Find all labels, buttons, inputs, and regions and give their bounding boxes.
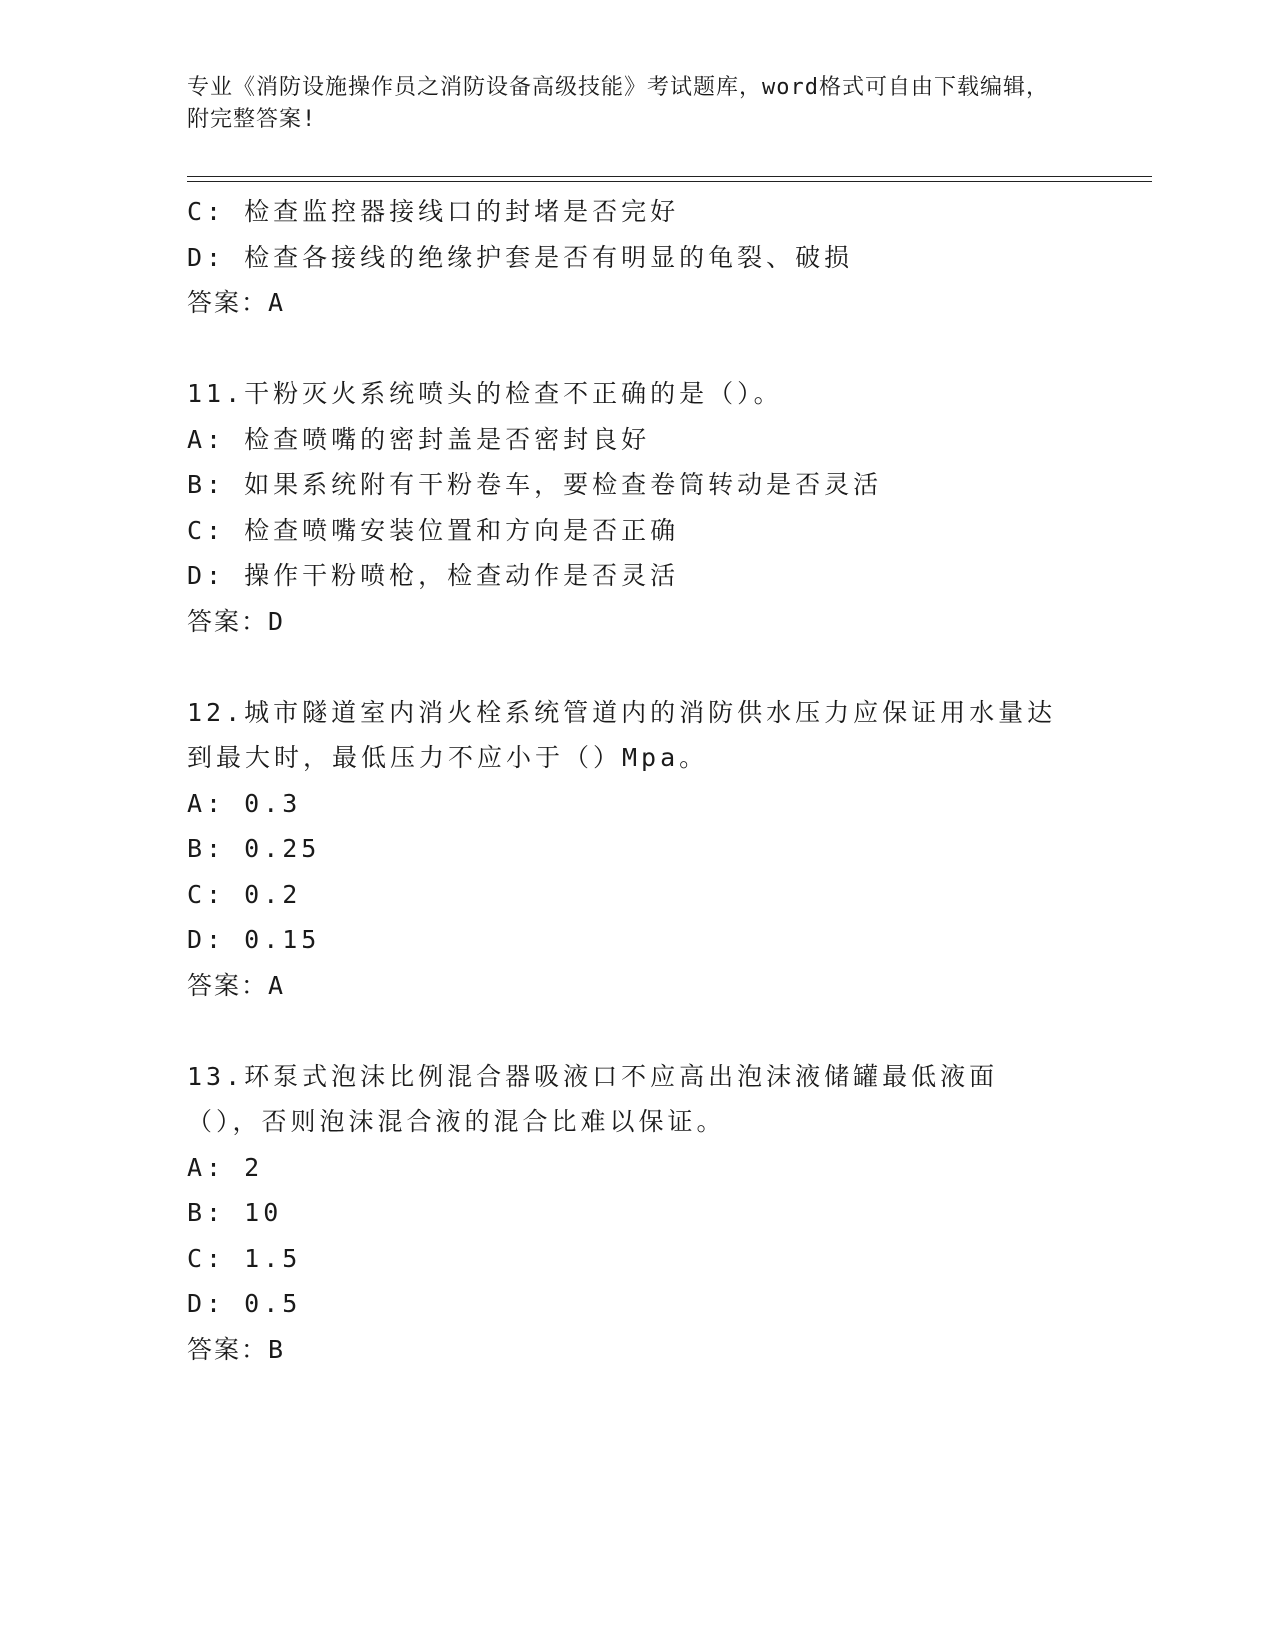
document-header: 专业《消防设施操作员之消防设备高级技能》考试题库，word格式可自由下载编辑，附完整答案! — [187, 75, 1049, 132]
option-a: A: 0.3 — [187, 788, 302, 818]
option-b: B: 如果系统附有干粉卷车，要检查卷筒转动是否灵活 — [187, 470, 883, 499]
option-a: A: 2 — [187, 1152, 264, 1182]
spacer — [187, 1008, 1087, 1054]
option-c: C: 检查监控器接线口的封堵是否完好 — [187, 197, 680, 226]
option-b: B: 10 — [187, 1198, 283, 1227]
spacer — [187, 644, 1087, 690]
option-b: B: 0.25 — [187, 834, 321, 863]
option-a: A: 检查喷嘴的密封盖是否密封良好 — [187, 424, 651, 454]
answer-line: 答案：D — [187, 606, 286, 636]
question-stem: 13.环泵式泡沫比例混合器吸液口不应高出泡沫液储罐最低液面（），否则泡沫混合液的混合比难以保证。 — [187, 1061, 999, 1136]
option-d: D: 0.15 — [187, 925, 321, 954]
option-c: C: 检查喷嘴安装位置和方向是否正确 — [187, 515, 680, 545]
option-d: D: 0.5 — [187, 1289, 302, 1318]
header-divider-bottom — [187, 181, 1152, 182]
option-c: C: 0.2 — [187, 879, 302, 909]
answer-line: 答案：B — [187, 1334, 286, 1364]
header-divider-top — [187, 176, 1152, 177]
option-d: D: 检查各接线的绝缘护套是否有明显的龟裂、破损 — [187, 242, 854, 272]
option-d: D: 操作干粉喷枪，检查动作是否灵活 — [187, 561, 680, 590]
question-stem: 12.城市隧道室内消火栓系统管道内的消防供水压力应保证用水量达到最大时，最低压力不应小于（）Mpa。 — [187, 697, 1057, 772]
option-c: C: 1.5 — [187, 1243, 302, 1273]
answer-line: 答案：A — [187, 288, 286, 317]
answer-line: 答案：A — [187, 970, 286, 1000]
question-content — [187, 189, 1087, 1372]
spacer — [187, 326, 1087, 372]
question-stem: 11.干粉灭火系统喷头的检查不正确的是（）。 — [187, 379, 783, 408]
